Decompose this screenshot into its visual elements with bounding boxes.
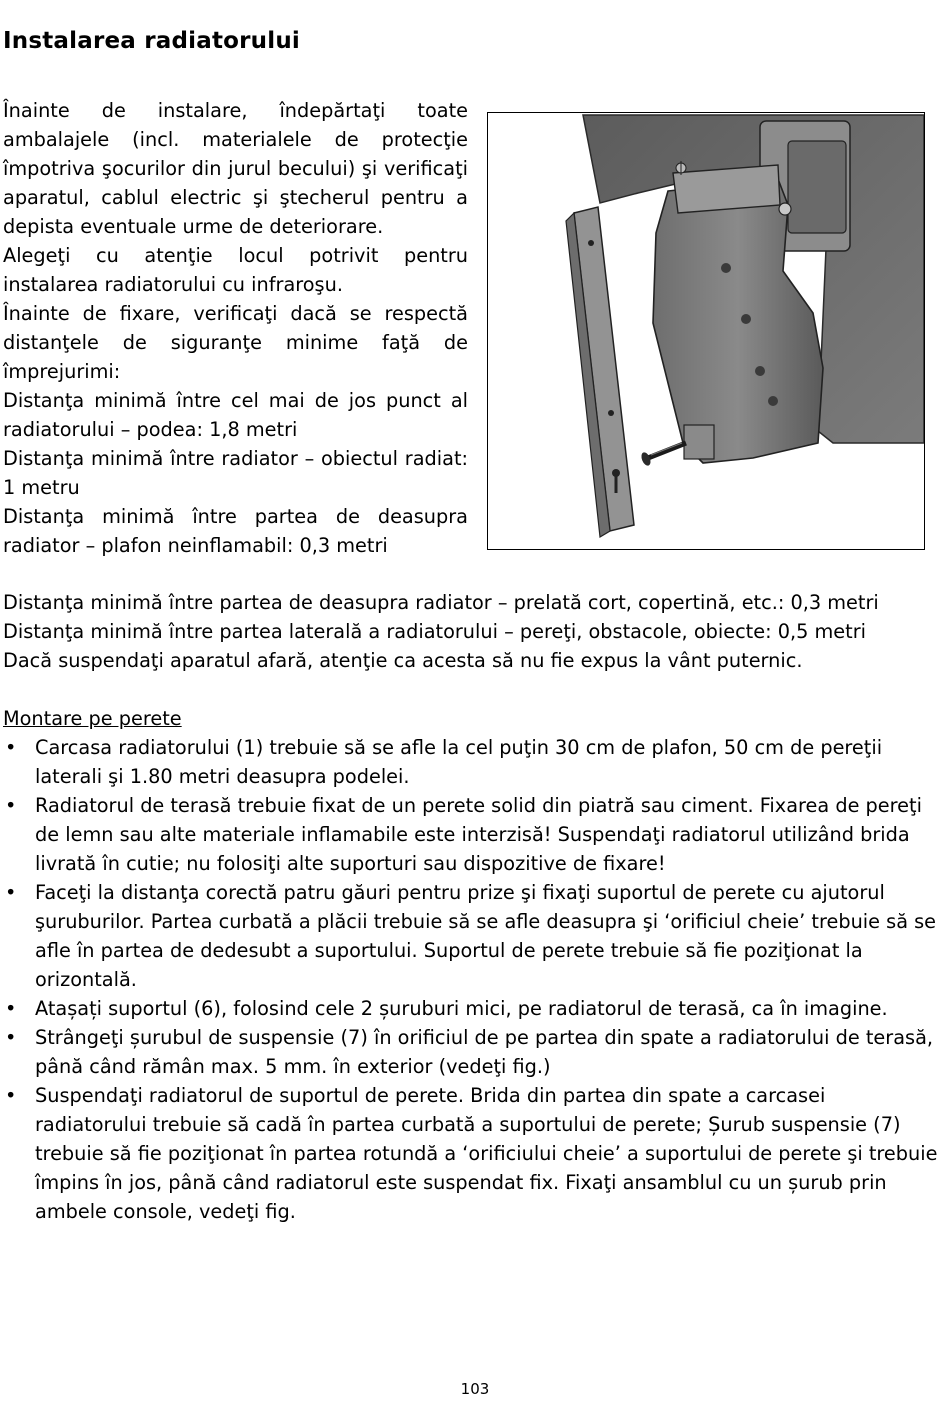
list-item: • Radiatorul de terasă trebuie fixat de un perete solid din piatră sau ciment. Fixarea de pereţi de lemn sau alte materiale inflamabile este interzisă! Suspendaţi radiatorul utilizând brida livrată în cutie; nu folosiţi alte suporturi sau dispozitive de fixare! <box>35 791 939 878</box>
intro-paragraph-unpacking: Înainte de instalare, îndepărtaţi toate ambalajele (incl. materialele de protecţie împotriva şocurilor din jurul becului) şi verificaţi aparatul, cablul electric şi ştecherul pentru a depista eventuale urme de deteriorare. <box>3 99 468 238</box>
distance-canopy: Distanţa minimă între partea de deasupra radiator – prelată cort, copertină, etc.: 0,3 metri <box>3 591 879 614</box>
wall-bracket-illustration <box>488 113 924 549</box>
intro-column <box>3 96 468 560</box>
list-item: • Strângeţi șurubul de suspensie (7) în orificiul de pe partea din spate a radiatorului de terasă, până când rămân max. 5 mm. în exterior (vedeţi fig.) <box>35 1023 939 1081</box>
intro-paragraph-distances: Înainte de fixare, verificaţi dacă se respectă distanţele de siguranţe minime faţă de împrejurimi: <box>3 302 468 383</box>
distance-lateral: Distanţa minimă între partea laterală a radiatorului – pereţi, obstacole, obiecte: 0,5 metri <box>3 620 867 643</box>
section-heading-wall-mount: Montare pe perete <box>3 707 182 730</box>
distance-object: Distanţa minimă între radiator – obiectul radiat: 1 metru <box>3 447 468 499</box>
wind-note: Dacă suspendaţi aparatul afară, atenţie ca acesta să nu fie expus la vânt puternic. <box>3 649 803 672</box>
list-item: • Atașați suportul (6), folosind cele 2 șuruburi mici, pe radiatorul de terasă, ca în imagine. <box>35 994 939 1023</box>
distance-floor: Distanţa minimă între cel mai de jos punct al radiatorului – podea: 1,8 metri <box>3 389 468 441</box>
mounting-steps <box>3 733 939 1226</box>
page-title: Instalarea radiatorului <box>3 28 300 54</box>
list-item: • Carcasa radiatorului (1) trebuie să se afle la cel puţin 30 cm de plafon, 50 cm de pereţii laterali şi 1.80 metri deasupra podelei. <box>35 733 939 791</box>
main-text <box>3 588 939 1226</box>
wall-bracket-figure <box>487 112 925 550</box>
list-item: • Suspendaţi radiatorul de suportul de perete. Brida din partea din spate a carcasei radiatorului trebuie să cadă în partea curbată a suportului de perete; Șurub suspensie (7) trebuie să fie poziţionat în partea rotundă a ‘orificiului cheie’ a suportului de perete şi trebuie împins în jos, până când radiatorul este suspendat fix. Fixaţi ansamblul cu un șurub prin ambele console, vedeţi fig. <box>35 1081 939 1226</box>
list-item: • Faceţi la distanţa corectă patru găuri pentru prize şi fixaţi suportul de perete cu ajutorul şuruburilor. Partea curbată a plăcii trebuie să se afle deasupra şi ‘orificiul cheie’ trebuie să se afle în partea de dedesubt a suportului. Suportul de perete trebuie să fie poziţionat la orizontală. <box>35 878 939 994</box>
distance-ceiling: Distanţa minimă între partea de deasupra radiator – plafon neinflamabil: 0,3 metri <box>3 505 468 557</box>
intro-paragraph-location: Alegeţi cu atenţie locul potrivit pentru instalarea radiatorului cu infraroşu. <box>3 244 468 296</box>
page-number: 103 <box>460 1380 490 1398</box>
